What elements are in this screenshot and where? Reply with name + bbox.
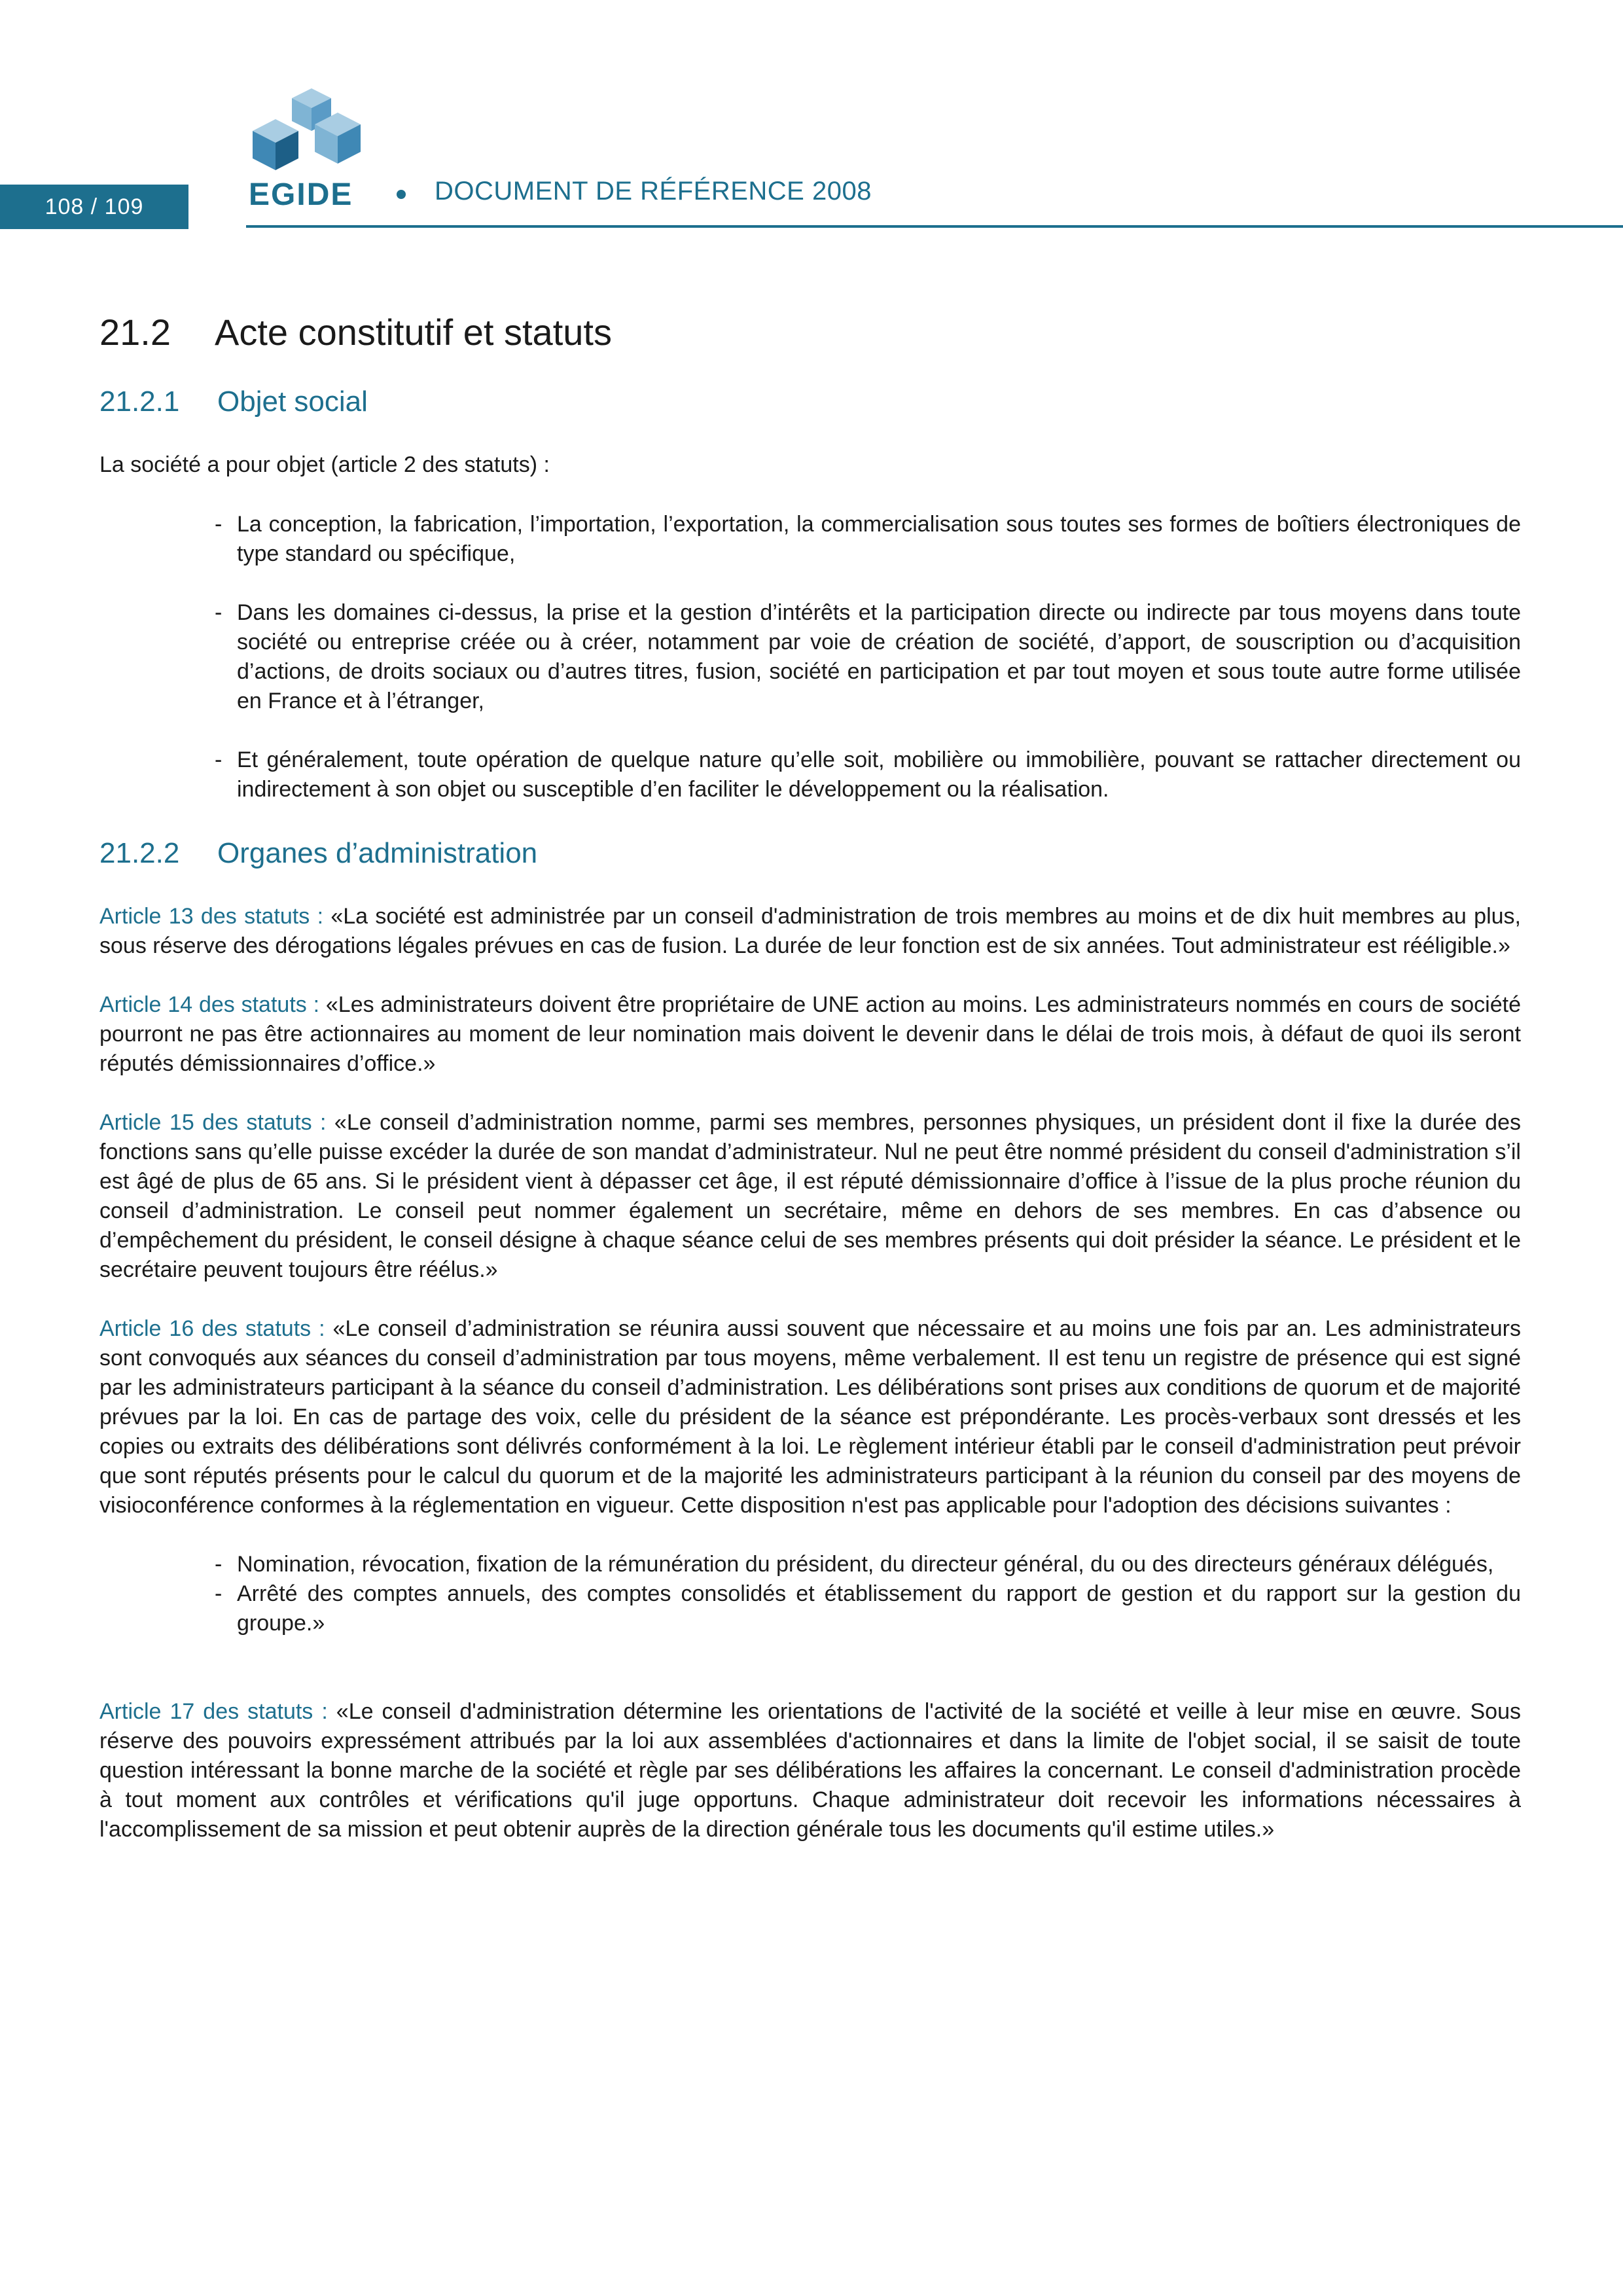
subsection-heading-organes [99,834,1521,873]
article-label: Article 15 des statuts : [99,1110,327,1135]
subsection-title: Organes d’administration [217,837,538,869]
article-label: Article 16 des statuts : [99,1316,325,1341]
article-17 [99,1697,1521,1844]
article-text: «La société est administrée par un conseil d'administration de trois membres au moins et de dix huit membres au plus, sous réserve des dérogations légales prévues en cas de fusion. La durée de leur fonction est de six années. Tout administrateur est rééligible.» [99,904,1521,958]
section-number: 21.2 [99,312,171,353]
list-item: - Arrêté des comptes annuels, des comptes consolidés et établissement du rapport de gestion et du rapport sur la gestion du groupe.» [215,1579,1521,1638]
section-title: Acte constitutif et statuts [215,312,612,353]
subsection-heading-objet-social [99,382,1521,422]
subsection-number: 21.2.1 [99,386,180,418]
article-16-list [99,1550,1521,1638]
list-item: - Dans les domaines ci-dessus, la prise et la gestion d’intérêts et la participation directe ou indirecte par tous moyens dans toute société ou entreprise créée ou à créer, notamment par voie de création de société, d’apport, de souscription ou d’acquisition d’actions, de droits sociaux ou d’autres titres, fusion, société en participation et par tout moyen et sous toute autre forme utilisée en France et à l’étranger, [215,598,1521,716]
header-rule [246,225,1623,228]
page-number-tab: 108 / 109 [0,185,188,229]
article-15 [99,1108,1521,1285]
article-label: Article 13 des statuts : [99,904,324,929]
article-13 [99,902,1521,961]
article-text: «Les administrateurs doivent être propriétaire de UNE action au moins. Les administrateurs nommés en cours de société pourront ne pas être actionnaires au moment de leur nomination mais doivent le devenir dans le délai de trois mois, à défaut de quoi ils seront réputés démissionnaires d’office.» [99,992,1521,1076]
section-heading [99,306,1521,359]
article-16 [99,1314,1521,1520]
article-label: Article 14 des statuts : [99,992,320,1017]
list-item: - La conception, la fabrication, l’importation, l’exportation, la commercialisation sous toutes ses formes de boîtiers électroniques de type standard ou spécifique, [215,510,1521,569]
page-content [99,306,1521,1874]
subsection-title: Objet social [217,386,368,418]
logo-wordmark: EGIDE [249,177,353,212]
objet-social-intro: La société a pour objet (article 2 des statuts) : [99,452,550,477]
article-text: «Le conseil d’administration nomme, parmi ses membres, personnes physiques, un président dont il fixe la durée des fonctions sans qu’elle puisse excéder la durée de son mandat d’administrateur. Nul ne peut être nommé président du conseil d'administration s’il est âgé de plus de 65 ans. Si le président vient à dépasser cet âge, il est réputé démissionnaire d’office à l’issue de la plus proche réunion du conseil d’administration. Le conseil peut nommer également un secrétaire, même en dehors de ses membres. En cas d’absence ou d’empêchement du président, le conseil désigne à chaque séance celui de ses membres présents qui doit présider la séance. Le président et le secrétaire peuvent toujours être réélus.» [99,1110,1521,1282]
article-text: «Le conseil d'administration détermine les orientations de l'activité de la société et veille à leur mise en œuvre. Sous réserve des pouvoirs expressément attribués par la loi aux assemblées d'actionnaires et dans la limite de l'objet social, il se saisit de toute question intéressant la bonne marche de la société et règle par ses délibérations les affaires la concernant. Le conseil d'administration procède à tout moment aux contrôles et vérifications qu'il juge opportuns. Chaque administrateur doit recevoir les informations nécessaires à l'accomplissement de sa mission et peut obtenir auprès de la direction générale tous les documents qu'il estime utiles.» [99,1699,1521,1842]
list-item: - Et généralement, toute opération de quelque nature qu’elle soit, mobilière ou immobilière, pouvant se rattacher directement ou indirectement à son objet ou susceptible d’en faciliter le développement ou la réalisation. [215,745,1521,804]
document-title: DOCUMENT DE RÉFÉRENCE 2008 [435,177,872,206]
article-14 [99,990,1521,1079]
header-bullet [397,190,406,199]
article-label: Article 17 des statuts : [99,1699,328,1724]
objet-social-list [99,510,1521,804]
subsection-number: 21.2.2 [99,837,180,869]
list-item: - Nomination, révocation, fixation de la rémunération du président, du directeur général, du ou des directeurs généraux délégués, [215,1550,1521,1579]
article-text: «Le conseil d’administration se réunira aussi souvent que nécessaire et au moins une fois par an. Les administrateurs sont convoqués aux séances du conseil d’administration par tous moyens, même verbalement. Il est tenu un registre de présence qui est signé par les administrateurs participant à la séance du conseil d’administration. Les délibérations sont prises aux conditions de quorum et de majorité prévues par la loi. En cas de partage des voix, celle du président de la séance est prépondérante. Les procès-verbaux sont dressés et les copies ou extraits des délibérations sont délivrés conformément à la loi. Le règlement intérieur établi par le conseil d'administration peut prévoir que sont réputés présents pour le calcul du quorum et de la majorité les administrateurs participant à la réunion du conseil par des moyens de visioconférence conformes à la réglementation en vigueur. Cette disposition n'est pas applicable pour l'adoption des décisions suivantes : [99,1316,1521,1518]
